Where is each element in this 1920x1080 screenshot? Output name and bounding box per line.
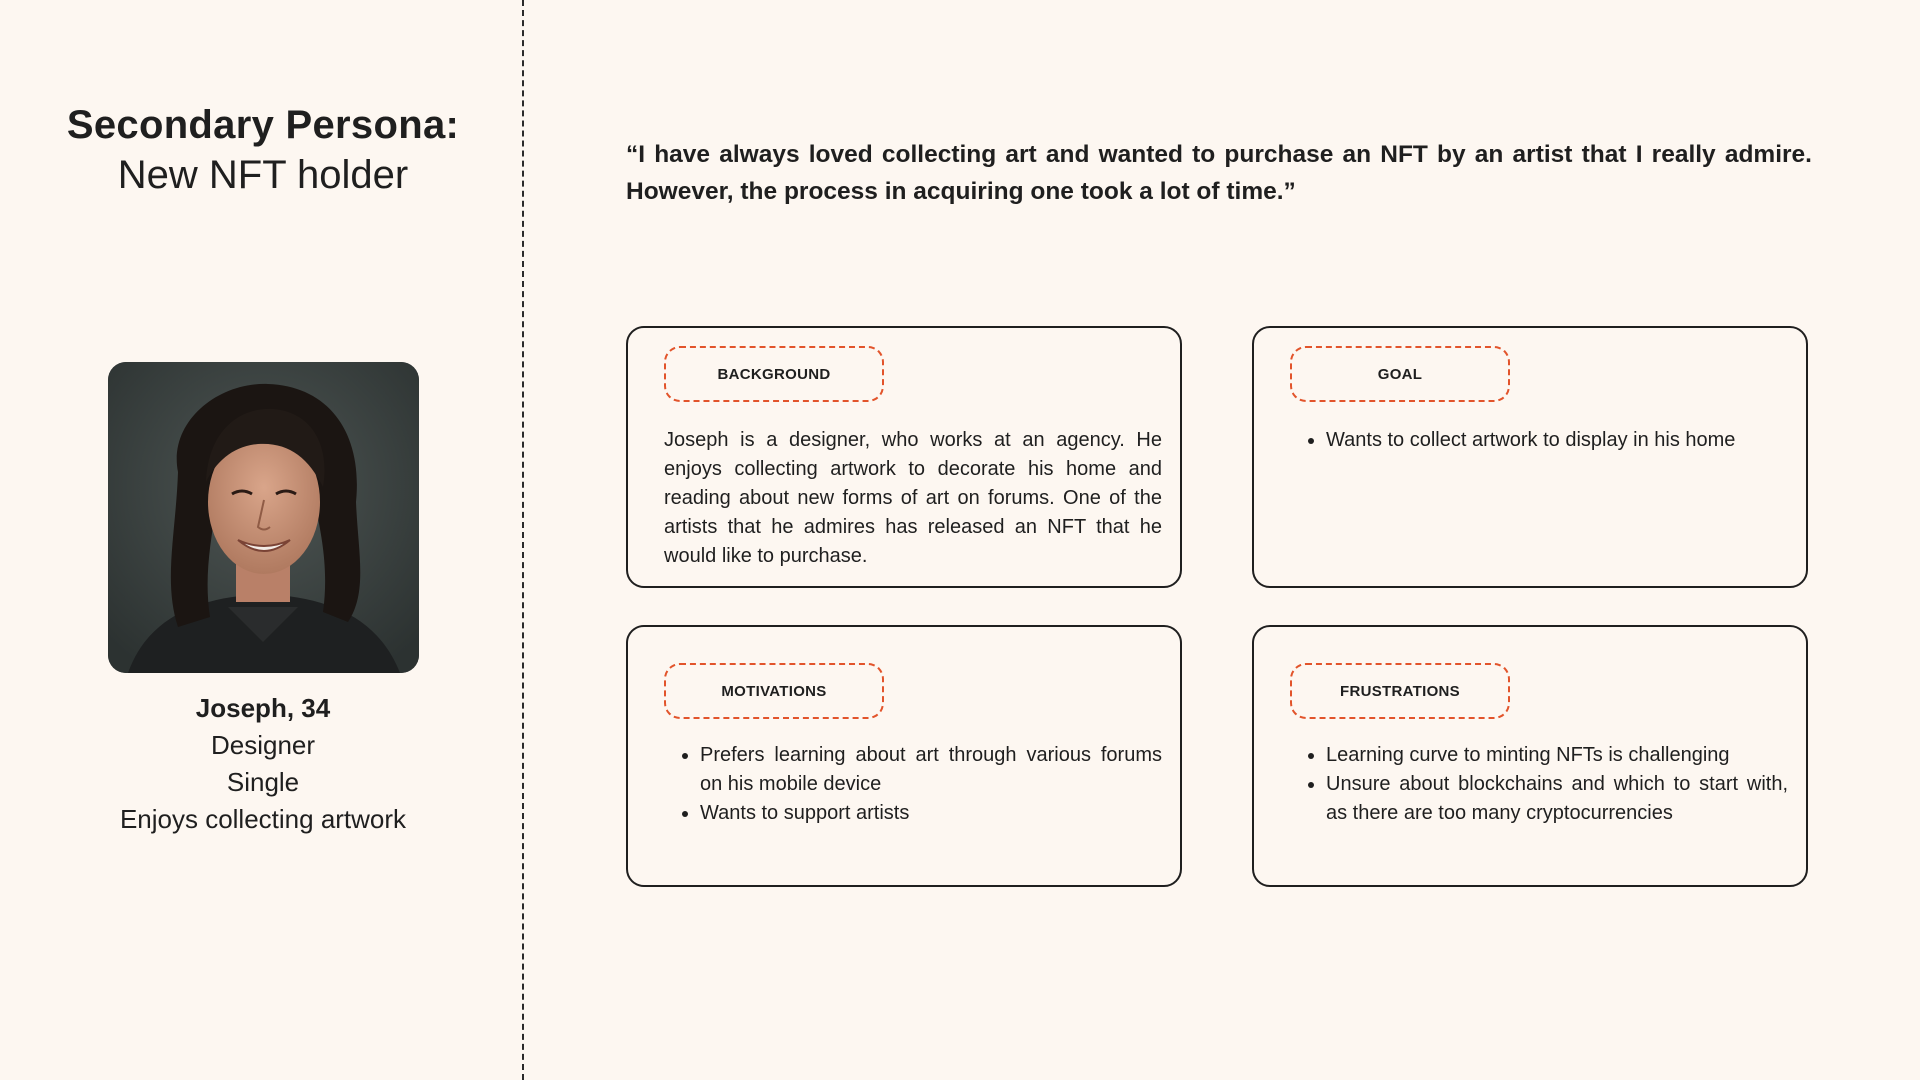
goal-list-container	[1290, 426, 1788, 455]
list-item: • Unsure about blockchains and which to start with, as there are too many cryptocurrencies	[1326, 770, 1788, 828]
background-label: BACKGROUND	[664, 346, 884, 402]
frustrations-list	[1290, 741, 1788, 828]
motivations-card	[626, 625, 1182, 887]
goal-card	[1252, 326, 1808, 588]
list-item: • Prefers learning about art through various forums on his mobile device	[700, 741, 1162, 799]
motivations-list	[664, 741, 1162, 828]
frustrations-label: FRUSTRATIONS	[1290, 663, 1510, 719]
list-item: • Wants to support artists	[700, 799, 1162, 828]
list-item: • Learning curve to minting NFTs is challenging	[1326, 741, 1788, 770]
persona-photo	[108, 362, 419, 673]
persona-subtitle: New NFT holder	[117, 153, 409, 197]
frustrations-card	[1252, 625, 1808, 887]
persona-title: Secondary Persona:	[66, 103, 460, 147]
persona-relationship: Single	[226, 767, 300, 797]
list-item: • Wants to collect artwork to display in his home	[1326, 426, 1788, 455]
portrait-photo-icon	[108, 362, 419, 673]
persona-occupation: Designer	[210, 730, 316, 760]
persona-sidebar	[0, 0, 522, 1080]
persona-profile	[0, 690, 526, 838]
frustrations-list-container	[1290, 741, 1788, 828]
background-card	[626, 326, 1182, 588]
motivations-label: MOTIVATIONS	[664, 663, 884, 719]
persona-heading	[0, 100, 526, 200]
background-text: Joseph is a designer, who works at an agency. He enjoys collecting artwork to decorate his home and reading about new forms of art on forums. One of the artists that he admires has released an NFT that he would like to purchase.	[664, 429, 1162, 567]
motivations-list-container	[664, 741, 1162, 828]
persona-name-age: Joseph, 34	[195, 693, 331, 723]
section-divider	[522, 0, 524, 1080]
goal-list	[1290, 426, 1788, 455]
persona-hobby: Enjoys collecting artwork	[119, 804, 407, 834]
persona-quote: “I have always loved collecting art and wanted to purchase an NFT by an artist that I really admire. However, the process in acquiring one took a lot of time.”	[626, 141, 1812, 205]
goal-label: GOAL	[1290, 346, 1510, 402]
